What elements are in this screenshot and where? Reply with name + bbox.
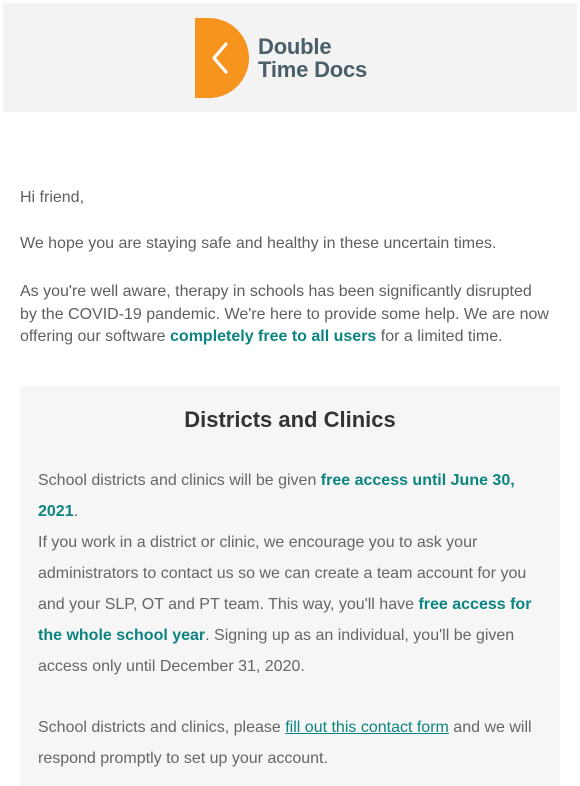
- brand-name: [258, 35, 367, 81]
- email-header: [3, 3, 577, 112]
- contact-form-link[interactable]: fill out this contact form: [285, 719, 449, 736]
- greeting: Hi friend,: [20, 189, 85, 206]
- districts-paragraph-2: [38, 527, 550, 682]
- districts-p2-highlight: free access for the whole school year: [38, 596, 532, 644]
- districts-p2-end: . Signing up as an individual, you'll be given access only until December 31, 2020.: [38, 627, 515, 675]
- chevron-left-icon: [191, 18, 249, 98]
- districts-p1-start: School districts and clinics will be given: [38, 472, 321, 489]
- districts-paragraph-1: [38, 465, 550, 527]
- offer-text-start: As you're well aware, therapy in schools has been significantly disrupted by the COVID-19 pandemic. We're here to provide some help. We are now offering our software: [20, 283, 549, 345]
- offer-paragraph: [20, 281, 550, 349]
- brand-logo[interactable]: [191, 18, 401, 98]
- districts-p2-start: If you work in a district or clinic, we encourage you to ask your administrators to contact us so we can create a team account for you and your SLP, OT and PT team. This way, you'll have: [38, 534, 527, 613]
- districts-p3-start: School districts and clinics, please: [38, 719, 286, 736]
- districts-p1-highlight: free access until June 30, 2021: [38, 472, 515, 520]
- offer-highlight: completely free to all users: [170, 328, 377, 345]
- districts-paragraph-3: [38, 712, 550, 774]
- districts-panel: [20, 386, 560, 786]
- brand-name-line1: Double: [258, 34, 332, 59]
- panel-title: Districts and Clinics: [184, 407, 396, 432]
- intro-paragraph: We hope you are staying safe and healthy in these uncertain times.: [20, 235, 497, 252]
- districts-p1-end: .: [73, 503, 79, 520]
- offer-text-end: for a limited time.: [376, 328, 503, 345]
- brand-name-line2: Time Docs: [258, 57, 368, 82]
- districts-p3-end: and we will respond promptly to set up your account.: [38, 719, 532, 767]
